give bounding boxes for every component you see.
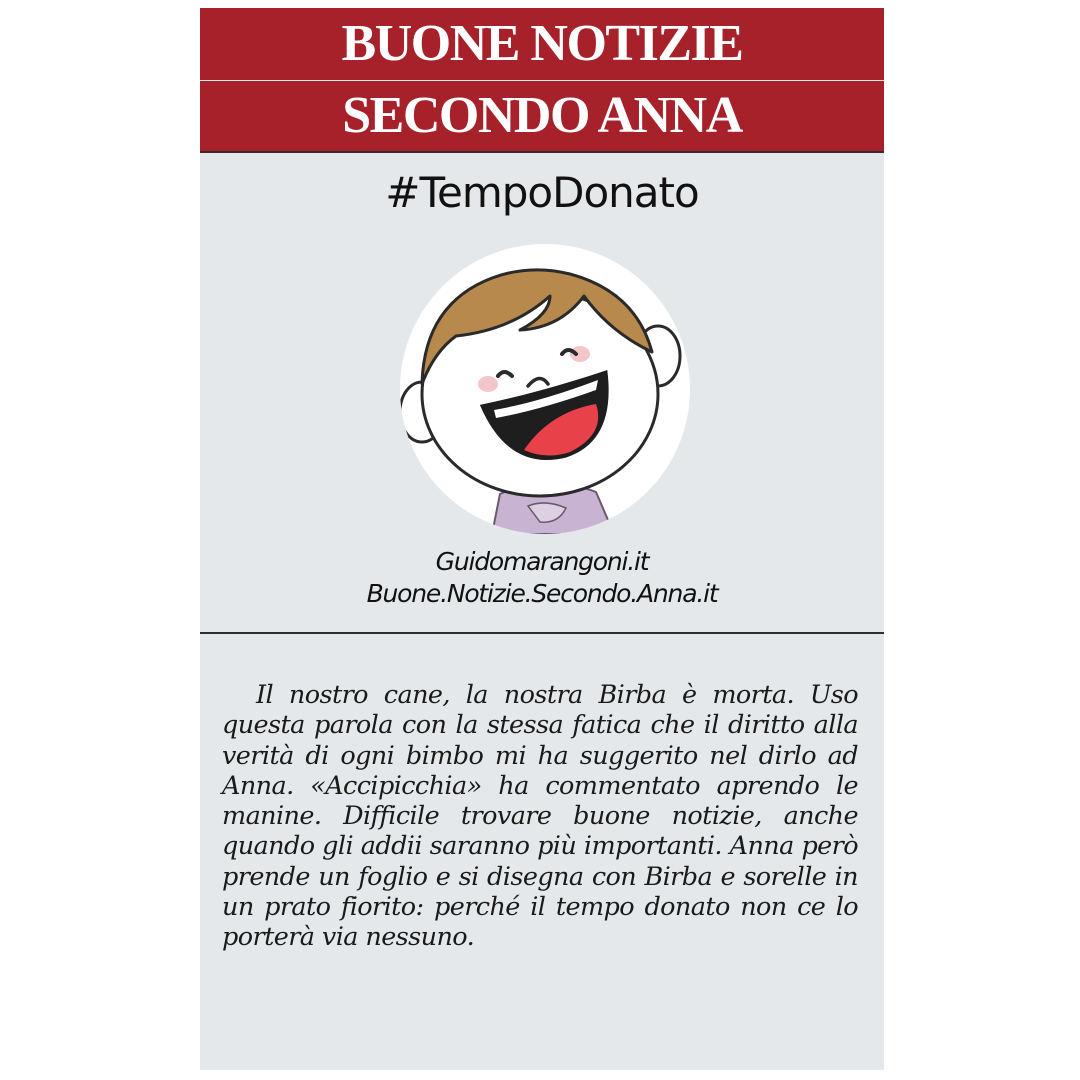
hashtag-title: #TempoDonato xyxy=(385,168,699,217)
section-divider xyxy=(200,632,884,634)
masthead-title-line-2: SECONDO ANNA xyxy=(200,81,884,151)
cartoon-child-face-icon xyxy=(400,244,690,534)
news-column xyxy=(200,8,884,1070)
website-links xyxy=(200,546,884,610)
masthead-rule xyxy=(200,151,884,153)
website-link-buone-notizie[interactable]: Buone.Notizie.Secondo.Anna.it xyxy=(366,579,718,608)
website-link-guidomarangoni[interactable]: Guidomarangoni.it xyxy=(435,547,649,576)
masthead-title-line-1: BUONE NOTIZIE xyxy=(200,8,884,80)
article-body: Il nostro cane, la nostra Birba è morta. Uso questa parola con la stessa fatica che il diritto alla verità di ogni bimbo mi ha suggerito nel dirlo ad Anna. «Accipicchia» ha commentato aprendo le manine. Difficile trovare buone notizie, anche quando gli addii saranno più importanti. Anna però prende un foglio e si disegna con Birba e sorelle in un prato fiorito: perché il tempo donato non ce lo porterà via nessuno. xyxy=(222,680,858,953)
masthead xyxy=(200,8,884,153)
